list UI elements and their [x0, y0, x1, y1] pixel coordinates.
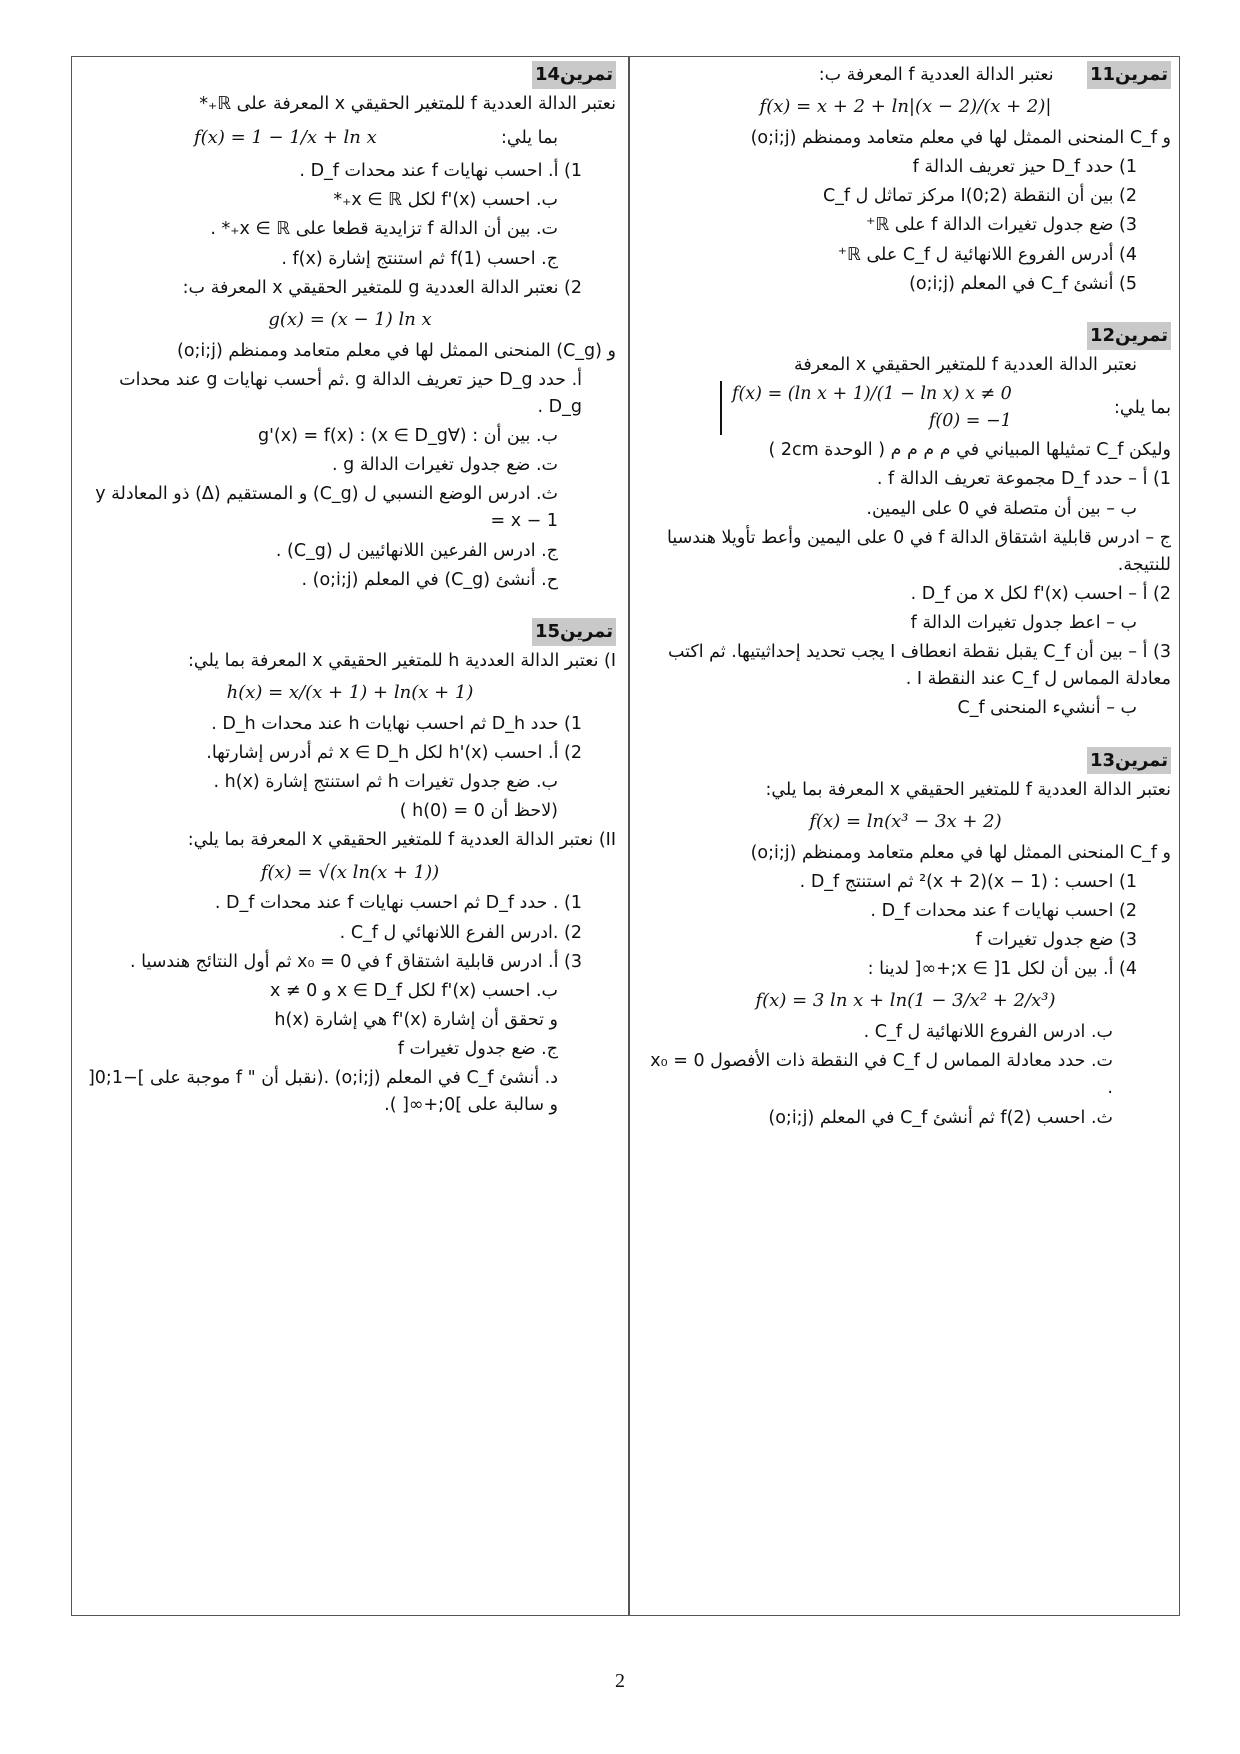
exercise-12-title: تمرين12 — [1087, 322, 1171, 350]
exercise-12-unit: وليكن C_f تمثيلها المبياني في م م م م ( الوحدة 2cm ) — [768, 440, 1171, 461]
exercise-15-formula: h(x) = x/(x + 1) + ln(x + 1) — [226, 682, 474, 704]
exercise-14-q1b: ب. احسب f'(x) لكل x ∈ ℝ₊* — [333, 190, 558, 211]
exercise-15-p3a: 3) أ. ادرس قابلية اشتقاق f في x₀ = 0 ثم أول النتائج هندسيا . — [130, 951, 582, 972]
exercise-13-formula: f(x) = ln(x³ − 3x + 2) — [809, 810, 1002, 832]
exercise-11-intro: نعتبر الدالة العددية f المعرفة ب: — [818, 65, 1054, 85]
exercise-13-q4b: ب. ادرس الفروع اللانهائية ل C_f . — [863, 1022, 1113, 1043]
exercise-12-intro: نعتبر الدالة العددية f للمتغير الحقيقي x المعرفة — [794, 354, 1137, 375]
exercise-14-intro: نعتبر الدالة العددية f للمتغير الحقيقي x المعرفة على ℝ₊* — [199, 94, 616, 115]
exercise-11-q4: 4) أدرس الفروع اللانهائية ل C_f على ℝ⁺ — [837, 244, 1137, 265]
exercise-13-intro: نعتبر الدالة العددية f للمتغير الحقيقي x المعرفة بما يلي: — [765, 779, 1171, 800]
exercise-15-formula-2: f(x) = √(x ln(x + 1)) — [260, 861, 440, 883]
exercise-13-q4: 4) أ. بين أن لكل x ∈ ]1;+∞[ لدينا : — [867, 959, 1137, 980]
exercise-15-q2-note: (لاحظ أن h(0) = 0 ) — [399, 801, 558, 822]
exercise-11-formula: f(x) = x + 2 + ln|(x − 2)/(x + 2)| — [759, 96, 1052, 118]
exercise-14-q2e: ج. ادرس الفرعين اللانهائيين ل (C_g) . — [275, 540, 558, 561]
exercise-15-p2: 2) .ادرس الفرع اللانهائي ل C_f . — [339, 922, 582, 943]
exercise-15-p3b: ب. احسب f'(x) لكل x ∈ D_f و x ≠ 0 — [270, 980, 558, 1001]
exercise-14-formula: f(x) = 1 − 1/x + ln x — [194, 127, 377, 149]
exercise-15-q2a: 2) أ. احسب h'(x) لكل x ∈ D_h ثم أدرس إشارتها. — [206, 743, 582, 764]
exercise-15 — [84, 618, 616, 1120]
exercise-12-q1c: ج – ادرس قابلية اشتقاق الدالة f في 0 على اليمين وأعط تأويلا هندسيا للنتيجة. — [667, 527, 1171, 575]
exercise-12-formula-1: f(x) = (ln x + 1)/(1 − ln x) x ≠ 0 — [732, 384, 1012, 405]
exercise-12-q1b: ب – بين أن متصلة في 0 على اليمين. — [866, 498, 1137, 519]
exercise-12-q3b: ب – أنشيء المنحنى C_f — [957, 698, 1137, 719]
exercise-15-q2b: ب. ضع جدول تغيرات h ثم استنتج إشارة h(x) . — [213, 772, 558, 793]
exercise-13-title: تمرين13 — [1087, 747, 1171, 775]
exercise-11-q3: 3) ضع جدول تغيرات الدالة f على ℝ⁺ — [866, 215, 1137, 236]
exercise-14-q2d: ث. ادرس الوضع النسبي ل (C_g) و المستقيم (Δ) ذو المعادلة y = x − 1 — [95, 484, 558, 532]
exercise-14 — [84, 61, 616, 594]
exercise-13-formula-2: f(x) = 3 ln x + ln(1 − 3/x² + 2/x³) — [755, 990, 1056, 1012]
exercise-15-p1: 1) . حدد D_f ثم احسب نهايات f عند محدات D_f . — [214, 893, 582, 914]
exercise-15-title: تمرين15 — [532, 618, 616, 646]
exercise-11-curve: و C_f المنحنى الممثل لها في معلم متعامد وممنظم (o;i;j) — [750, 128, 1171, 149]
exercise-15-p3d: د. أنشئ C_f في المعلم (o;i;j) .(نقبل أن " f موجبة على ]−1;0[ و سالبة على ]0;+∞[ ). — [87, 1068, 558, 1116]
right-column — [626, 57, 1179, 1615]
exercise-12-formula-2: f(0) = −1 — [928, 411, 1012, 432]
exercise-14-title: تمرين14 — [532, 61, 616, 89]
exercise-14-q1c: ت. بين أن الدالة f تزايدية قطعا على x ∈ ℝ₊* . — [210, 219, 558, 240]
exercise-14-q2b: ب. بين أن : (∀x ∈ D_g) : g'(x) = f(x) — [258, 426, 558, 447]
exercise-15-q1: 1) حدد D_h ثم احسب نهايات h عند محدات D_h . — [211, 713, 582, 734]
exercise-11-q2: 2) بين أن النقطة I(0;2) مركز تماثل ل C_f — [822, 186, 1137, 207]
exercise-13-q4c: ت. حدد معادلة المماس ل C_f في النقطة ذات الأفصول x₀ = 0 . — [650, 1051, 1113, 1099]
exercise-12-by: بما يلي: — [1113, 397, 1171, 418]
exercise-14-q2f: ح. أنشئ (C_g) في المعلم (o;i;j) . — [301, 569, 558, 590]
exercise-14-q1a: 1) أ. احسب نهايات f عند محدات D_f . — [299, 161, 582, 182]
exercise-15-p3c: ج. ضع جدول تغيرات f — [397, 1039, 558, 1060]
exercise-11 — [640, 61, 1171, 298]
exercise-12-q3a: 3) أ – بين أن C_f يقبل نقطة انعطاف I يجب تحديد إحداثيتيها. ثم اكتب معادلة المماس ل C_f عند النقطة I . — [667, 642, 1171, 690]
exercise-15-intro-2: II) نعتبر الدالة العددية f للمتغير الحقيقي x المعرفة بما يلي: — [187, 830, 616, 851]
exercise-13 — [640, 747, 1171, 1132]
exercise-14-q2c: ت. ضع جدول تغيرات الدالة g . — [332, 455, 558, 476]
exercise-15-p3b2: و تحقق أن إشارة f'(x) هي إشارة h(x) — [274, 1009, 558, 1030]
exercise-14-q2a: أ. حدد D_g حيز تعريف الدالة g .ثم أحسب نهايات g عند محدات D_g . — [119, 369, 582, 417]
exercise-14-q2: 2) نعتبر الدالة العددية g للمتغير الحقيقي x المعرفة ب: — [182, 277, 582, 298]
exercise-15-intro: I) نعتبر الدالة العددية h للمتغير الحقيقي x المعرفة بما يلي: — [187, 650, 616, 671]
exercise-13-q2: 2) احسب نهايات f عند محدات D_f . — [870, 900, 1137, 921]
exercise-14-formula-2: g(x) = (x − 1) ln x — [268, 308, 432, 330]
page-number: 2 — [615, 1670, 625, 1692]
exercise-13-q4d: ث. احسب f(2) ثم أنشئ C_f في المعلم (o;i;j) — [768, 1107, 1113, 1128]
exercise-13-q1: 1) احسب : (x − 1)²(x + 2) ثم استنتج D_f . — [799, 871, 1137, 892]
exercise-12 — [640, 322, 1171, 723]
exercise-12-q1a: 1) أ – حدد D_f مجموعة تعريف الدالة f . — [876, 469, 1171, 490]
exercise-14-by: بما يلي: — [500, 127, 558, 148]
exercise-11-q1: 1) حدد D_f حيز تعريف الدالة f — [912, 157, 1137, 178]
left-column — [72, 57, 626, 1615]
exercise-13-q3: 3) ضع جدول تغيرات f — [975, 930, 1137, 951]
exercise-12-q2b: ب – اعط جدول تغيرات الدالة f — [910, 613, 1137, 634]
exercise-14-q1d: ج. احسب f(1) ثم استنتج إشارة f(x) . — [281, 248, 558, 269]
exercise-11-title: تمرين11 — [1087, 61, 1171, 89]
exercise-13-curve: و C_f المنحنى الممثل لها في معلم متعامد وممنظم (o;i;j) — [750, 842, 1171, 863]
exercise-12-q2a: 2) أ – احسب f'(x) لكل x من D_f . — [910, 583, 1171, 604]
exercise-11-q5: 5) أنشئ C_f في المعلم (o;i;j) — [909, 273, 1137, 294]
exercise-sheet — [71, 56, 1180, 1616]
exercise-14-curve: و (C_g) المنحنى الممثل لها في معلم متعامد وممنظم (o;i;j) — [176, 340, 616, 361]
